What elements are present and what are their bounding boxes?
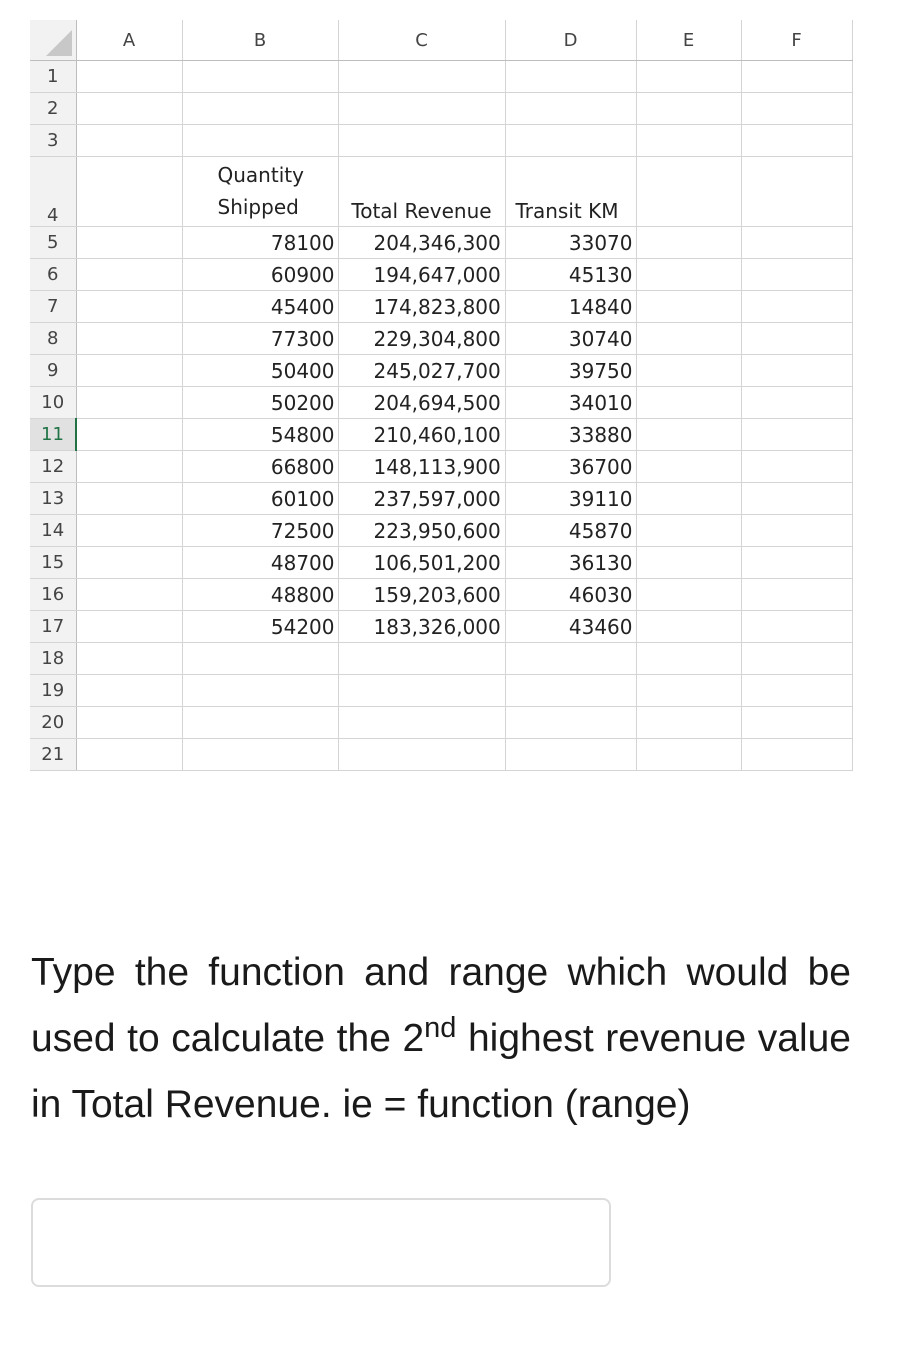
cell-revenue[interactable]: 106,501,200: [338, 547, 505, 579]
cell[interactable]: [636, 451, 741, 483]
cell[interactable]: [741, 643, 852, 675]
cell[interactable]: [76, 61, 182, 93]
cell-transit[interactable]: 33880: [505, 419, 636, 451]
cell[interactable]: [741, 227, 852, 259]
cell[interactable]: [182, 707, 338, 739]
row-header[interactable]: 19: [30, 675, 76, 707]
cell[interactable]: [741, 515, 852, 547]
cell[interactable]: [76, 611, 182, 643]
cell[interactable]: [636, 643, 741, 675]
cell[interactable]: [76, 579, 182, 611]
row-header[interactable]: 1: [30, 61, 76, 93]
cell[interactable]: [338, 707, 505, 739]
cell[interactable]: [741, 483, 852, 515]
cell-quantity[interactable]: 50400: [182, 355, 338, 387]
select-all-corner[interactable]: [30, 20, 76, 61]
sheet-row: [30, 419, 852, 451]
cell[interactable]: [636, 707, 741, 739]
cell[interactable]: [76, 323, 182, 355]
cell[interactable]: [741, 61, 852, 93]
cell[interactable]: [741, 157, 852, 227]
cell[interactable]: [338, 675, 505, 707]
row-header[interactable]: 13: [30, 483, 76, 515]
cell[interactable]: [76, 547, 182, 579]
cell[interactable]: [741, 93, 852, 125]
row-header[interactable]: 14: [30, 515, 76, 547]
spreadsheet: [30, 20, 852, 764]
cell[interactable]: [76, 419, 182, 451]
column-header-c[interactable]: C: [338, 20, 505, 61]
cell-revenue[interactable]: 194,647,000: [338, 259, 505, 291]
cell-transit[interactable]: 33070: [505, 227, 636, 259]
cell[interactable]: [182, 739, 338, 771]
cell[interactable]: [76, 93, 182, 125]
column-header-f[interactable]: F: [741, 20, 852, 61]
cell[interactable]: [741, 579, 852, 611]
cell-revenue[interactable]: 204,346,300: [338, 227, 505, 259]
cell-transit[interactable]: 36130: [505, 547, 636, 579]
cell-transit[interactable]: 46030: [505, 579, 636, 611]
cell-quantity[interactable]: 66800: [182, 451, 338, 483]
cell[interactable]: [741, 387, 852, 419]
cell[interactable]: [741, 707, 852, 739]
cell[interactable]: [636, 227, 741, 259]
cell[interactable]: [636, 579, 741, 611]
cell-quantity[interactable]: 48800: [182, 579, 338, 611]
cell[interactable]: [636, 419, 741, 451]
cell[interactable]: [741, 739, 852, 771]
cell-quantity[interactable]: 60100: [182, 483, 338, 515]
cell[interactable]: [741, 125, 852, 157]
cell-quantity[interactable]: 78100: [182, 227, 338, 259]
cell[interactable]: [741, 675, 852, 707]
sheet-row: [30, 387, 852, 419]
column-header-a[interactable]: A: [76, 20, 182, 61]
question-part1: Type the function and range which would be used to calculate the 2: [31, 951, 851, 1060]
cell-revenue[interactable]: 159,203,600: [338, 579, 505, 611]
cell[interactable]: [182, 675, 338, 707]
sheet-row: [30, 61, 852, 93]
cell[interactable]: [76, 675, 182, 707]
spreadsheet-grid: [30, 20, 853, 771]
row-header[interactable]: 17: [30, 611, 76, 643]
row-header[interactable]: 12: [30, 451, 76, 483]
row-header[interactable]: 6: [30, 259, 76, 291]
cell[interactable]: [636, 739, 741, 771]
cell[interactable]: [636, 291, 741, 323]
cell[interactable]: [76, 483, 182, 515]
question-part2: highest revenue value in Total Revenue. ie = function (range): [31, 1017, 851, 1126]
sheet-row: [30, 451, 852, 483]
cell[interactable]: [76, 515, 182, 547]
cell[interactable]: [182, 643, 338, 675]
cell[interactable]: [76, 291, 182, 323]
row-header[interactable]: 3: [30, 125, 76, 157]
cell-transit[interactable]: 43460: [505, 611, 636, 643]
cell[interactable]: [741, 419, 852, 451]
sheet-row: [30, 515, 852, 547]
cell[interactable]: [182, 93, 338, 125]
cell[interactable]: [76, 707, 182, 739]
cell[interactable]: [636, 355, 741, 387]
cell[interactable]: [636, 611, 741, 643]
cell-revenue[interactable]: 183,326,000: [338, 611, 505, 643]
cell-transit[interactable]: 34010: [505, 387, 636, 419]
cell[interactable]: [636, 61, 741, 93]
sheet-row: [30, 675, 852, 707]
cell-revenue[interactable]: 237,597,000: [338, 483, 505, 515]
cell[interactable]: [505, 61, 636, 93]
cell-quantity[interactable]: 48700: [182, 547, 338, 579]
sheet-row: [30, 483, 852, 515]
cell-transit[interactable]: 45130: [505, 259, 636, 291]
row-header[interactable]: 10: [30, 387, 76, 419]
row-header[interactable]: 2: [30, 93, 76, 125]
grid-body: [30, 61, 852, 771]
cell[interactable]: [636, 323, 741, 355]
cell[interactable]: [741, 355, 852, 387]
cell[interactable]: [636, 157, 741, 227]
cell[interactable]: [182, 61, 338, 93]
sheet-row: [30, 125, 852, 157]
cell[interactable]: [636, 675, 741, 707]
column-header-e[interactable]: E: [636, 20, 741, 61]
cell[interactable]: [636, 259, 741, 291]
cell[interactable]: [741, 547, 852, 579]
sheet-row: [30, 547, 852, 579]
cell-quantity[interactable]: 45400: [182, 291, 338, 323]
cell-quantity[interactable]: 50200: [182, 387, 338, 419]
cell[interactable]: [76, 355, 182, 387]
cell-revenue[interactable]: 174,823,800: [338, 291, 505, 323]
row-header[interactable]: 16: [30, 579, 76, 611]
cell[interactable]: [76, 643, 182, 675]
select-all-triangle-icon: [46, 30, 72, 56]
cell-transit[interactable]: 39110: [505, 483, 636, 515]
cell-revenue[interactable]: 245,027,700: [338, 355, 505, 387]
cell[interactable]: [76, 451, 182, 483]
cell[interactable]: [338, 61, 505, 93]
cell-revenue[interactable]: 223,950,600: [338, 515, 505, 547]
sheet-row: [30, 157, 852, 227]
cell[interactable]: [636, 547, 741, 579]
cell[interactable]: [636, 93, 741, 125]
row-header[interactable]: 8: [30, 323, 76, 355]
cell[interactable]: [505, 125, 636, 157]
cell[interactable]: [182, 125, 338, 157]
cell[interactable]: [76, 259, 182, 291]
cell-header-total-revenue[interactable]: Total Revenue: [338, 157, 505, 227]
sheet-row: [30, 643, 852, 675]
cell[interactable]: [338, 739, 505, 771]
cell-quantity[interactable]: 54200: [182, 611, 338, 643]
cell-revenue[interactable]: 210,460,100: [338, 419, 505, 451]
cell[interactable]: [76, 157, 182, 227]
sheet-row: [30, 227, 852, 259]
cell-quantity[interactable]: 60900: [182, 259, 338, 291]
row-header[interactable]: 20: [30, 707, 76, 739]
cell-quantity[interactable]: 77300: [182, 323, 338, 355]
sheet-row: [30, 707, 852, 739]
question-superscript: nd: [424, 1012, 457, 1044]
cell-transit[interactable]: 30740: [505, 323, 636, 355]
column-header-d[interactable]: D: [505, 20, 636, 61]
cell[interactable]: [741, 611, 852, 643]
header-quantity-line1: Quantity: [217, 163, 304, 187]
sheet-row: [30, 323, 852, 355]
row-header[interactable]: 21: [30, 739, 76, 771]
cell[interactable]: [505, 739, 636, 771]
cell-header-quantity[interactable]: [182, 157, 338, 227]
sheet-row: [30, 259, 852, 291]
sheet-row: [30, 291, 852, 323]
row-header[interactable]: 11: [30, 419, 76, 451]
row-header[interactable]: 15: [30, 547, 76, 579]
cell[interactable]: [338, 93, 505, 125]
row-header[interactable]: 7: [30, 291, 76, 323]
cell[interactable]: [636, 387, 741, 419]
row-header[interactable]: 5: [30, 227, 76, 259]
row-header[interactable]: 4: [30, 157, 76, 227]
cell[interactable]: [741, 259, 852, 291]
cell[interactable]: [338, 125, 505, 157]
column-header-b[interactable]: B: [182, 20, 338, 61]
sheet-row: [30, 739, 852, 771]
cell[interactable]: [636, 483, 741, 515]
cell-transit[interactable]: 45870: [505, 515, 636, 547]
cell[interactable]: [76, 125, 182, 157]
cell[interactable]: [741, 323, 852, 355]
cell[interactable]: [76, 387, 182, 419]
cell[interactable]: [76, 227, 182, 259]
cell[interactable]: [636, 125, 741, 157]
question-text: [31, 940, 851, 1138]
sheet-row: [30, 611, 852, 643]
cell[interactable]: [338, 643, 505, 675]
sheet-row: [30, 579, 852, 611]
answer-input[interactable]: [31, 1198, 611, 1287]
cell[interactable]: [741, 451, 852, 483]
row-header[interactable]: 9: [30, 355, 76, 387]
cell-quantity[interactable]: 72500: [182, 515, 338, 547]
cell-revenue[interactable]: 229,304,800: [338, 323, 505, 355]
cell[interactable]: [505, 93, 636, 125]
cell-revenue[interactable]: 148,113,900: [338, 451, 505, 483]
cell[interactable]: [505, 675, 636, 707]
cell-quantity[interactable]: 54800: [182, 419, 338, 451]
cell[interactable]: [741, 291, 852, 323]
header-quantity-line2: Shipped: [217, 195, 299, 219]
cell-transit[interactable]: 39750: [505, 355, 636, 387]
cell-revenue[interactable]: 204,694,500: [338, 387, 505, 419]
cell[interactable]: [636, 515, 741, 547]
cell-transit[interactable]: 14840: [505, 291, 636, 323]
sheet-row: [30, 93, 852, 125]
cell-transit[interactable]: 36700: [505, 451, 636, 483]
cell-header-transit-km[interactable]: Transit KM: [505, 157, 636, 227]
cell[interactable]: [76, 739, 182, 771]
cell[interactable]: [505, 643, 636, 675]
row-header[interactable]: 18: [30, 643, 76, 675]
sheet-row: [30, 355, 852, 387]
cell[interactable]: [505, 707, 636, 739]
